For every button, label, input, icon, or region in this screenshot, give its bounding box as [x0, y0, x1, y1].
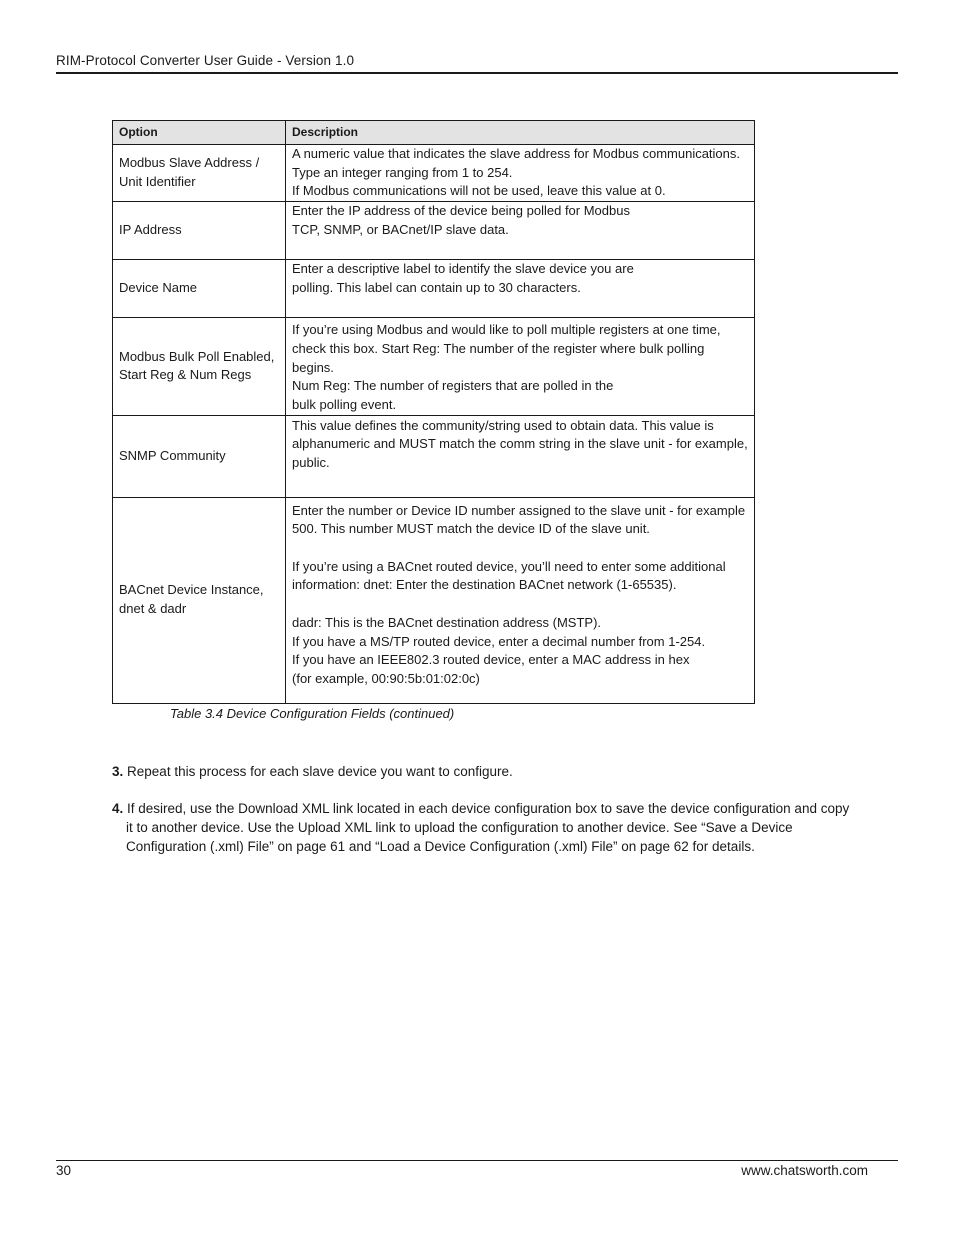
- option-text: SNMP Community: [119, 447, 226, 463]
- description-cell: If you’re using Modbus and would like to poll multiple registers at one time, check this box. Start Reg: The number of the register where bulk polling begins. Num Reg: The number of registers that are polled in the bulk polling event.: [286, 318, 755, 416]
- step-4: [112, 799, 852, 856]
- step-3: [112, 762, 852, 781]
- column-header-option: Option: [113, 121, 286, 145]
- column-header-description: Description: [286, 121, 755, 145]
- description-cell: Enter the number or Device ID number assigned to the slave unit - for example 500. This number MUST match the device ID of the slave unit. If you’re using a BACnet routed device, you’ll need to enter some additional information: dnet: Enter the destination BACnet network (1-65535). dadr: This is the BACnet destination address (MSTP). If you have a MS/TP routed device, enter a decimal number from 1-254. If you have an IEEE802.3 routed device, enter a MAC address in hex (for example, 00:90:5b:01:02:0c): [286, 497, 755, 703]
- option-cell: [113, 497, 286, 703]
- step-text: Repeat this process for each slave device you want to configure.: [127, 764, 513, 779]
- option-text: Device Name: [119, 280, 198, 296]
- table-row: [113, 260, 755, 318]
- step-text: If desired, use the Download XML link located in each device configuration box to save the device configuration and copy: [127, 801, 850, 816]
- option-text: BACnet Device Instance, dnet & dadr: [119, 582, 264, 617]
- step-number: 4.: [112, 801, 124, 816]
- step-text-continuation: it to another device. Use the Upload XML link to upload the configuration to another device. See “Save a Device Configuration (.xml) File” on page 61 and “Load a Device Configuration (.xml) File” on page 62 for details.: [126, 820, 793, 854]
- page-footer: [56, 1160, 898, 1178]
- device-configuration-table: [112, 120, 755, 704]
- table-row: [113, 497, 755, 703]
- page-number: 30: [56, 1163, 72, 1178]
- option-text: Modbus Slave Address / Unit Identifier: [119, 155, 260, 190]
- option-cell: [113, 260, 286, 318]
- option-text: IP Address: [119, 222, 182, 238]
- website-link[interactable]: www.chatsworth.com: [741, 1163, 868, 1178]
- document-title: RIM-Protocol Converter User Guide - Version 1.0: [56, 53, 355, 68]
- table-row: [113, 202, 755, 260]
- table-row: [113, 415, 755, 497]
- page-header: [56, 52, 898, 74]
- table-caption: Table 3.4 Device Configuration Fields (continued): [170, 706, 455, 721]
- description-cell: Enter the IP address of the device being polled for Modbus TCP, SNMP, or BACnet/IP slave data.: [286, 202, 755, 260]
- option-cell: [113, 415, 286, 497]
- option-text: Modbus Bulk Poll Enabled, Start Reg & Num Regs: [119, 348, 275, 383]
- step-number: 3.: [112, 764, 124, 779]
- table-row: [113, 145, 755, 202]
- table-header-row: [113, 121, 755, 145]
- description-cell: Enter a descriptive label to identify the slave device you are polling. This label can contain up to 30 characters.: [286, 260, 755, 318]
- table-row: [113, 318, 755, 416]
- option-cell: [113, 318, 286, 416]
- description-cell: This value defines the community/string used to obtain data. This value is alphanumeric and MUST match the comm string in the slave unit - for example, public.: [286, 415, 755, 497]
- description-cell: A numeric value that indicates the slave address for Modbus communications. Type an integer ranging from 1 to 254. If Modbus communications will not be used, leave this value at 0.: [286, 145, 755, 202]
- option-cell: [113, 202, 286, 260]
- option-cell: [113, 145, 286, 202]
